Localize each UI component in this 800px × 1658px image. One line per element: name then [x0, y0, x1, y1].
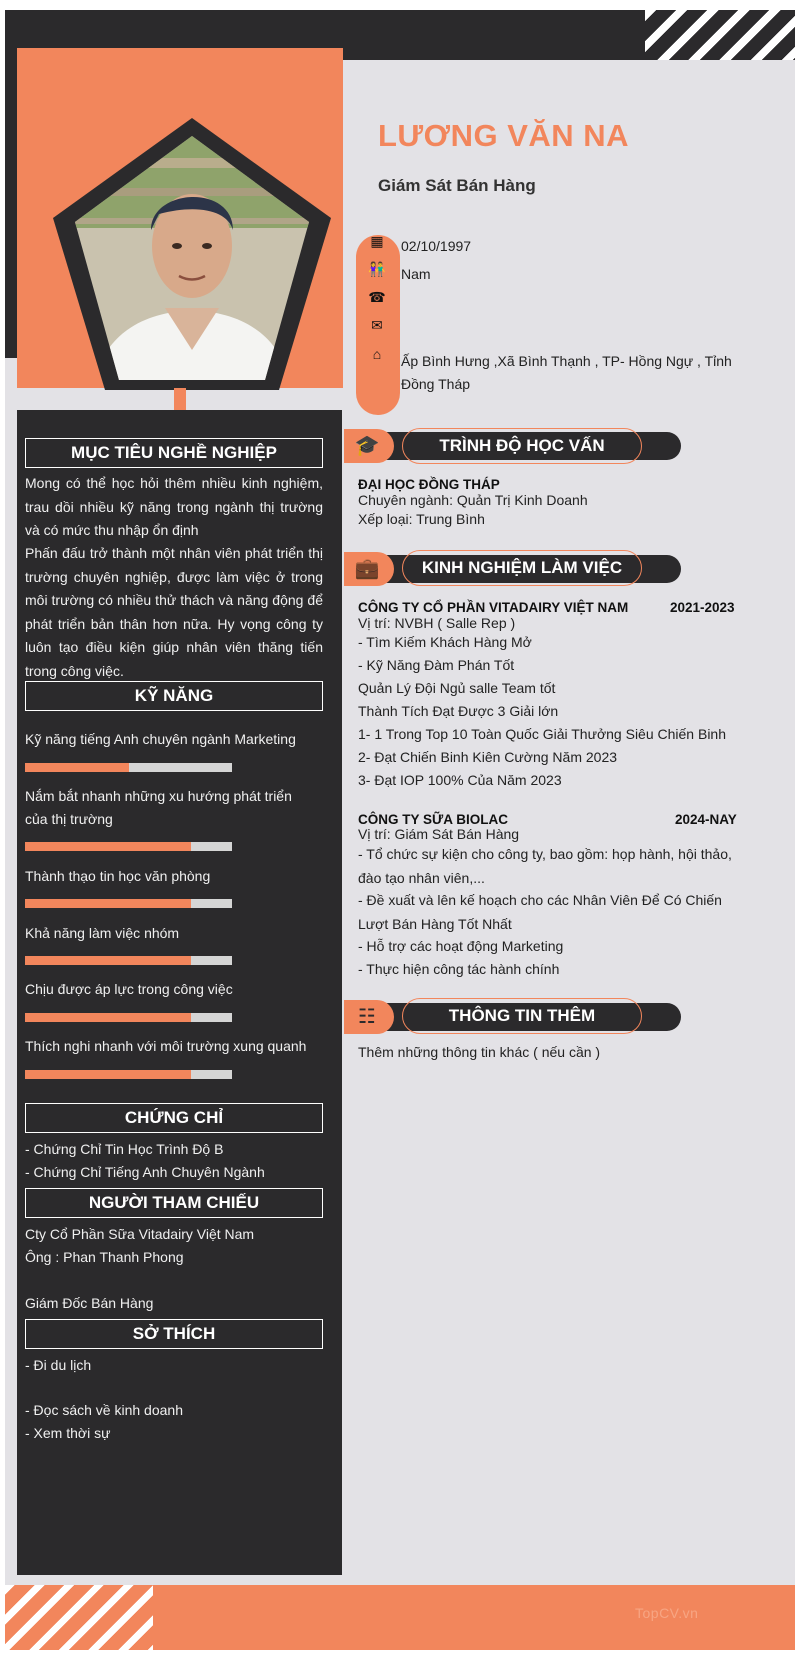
gender-icon: 👫: [368, 261, 386, 277]
address-value: Ấp Bình Hưng ,Xã Bình Thạnh , TP- Hồng Ngự , Tỉnh Đồng Tháp: [401, 353, 732, 392]
objective-heading: MỤC TIÊU NGHỀ NGHIỆP: [25, 438, 323, 468]
job-line: 2- Đạt Chiến Binh Kiên Cường Năm 2023: [358, 749, 618, 765]
bottom-stripes-decoration: [5, 1585, 153, 1650]
skill-bar-fill: [25, 956, 191, 965]
objective-text-1: Mong có thể học hỏi thêm nhiều kinh nghiệm, trau dồi nhiều kỹ năng trong ngành thị trường và có mức thu nhập ổn định: [25, 475, 323, 538]
cv-page: [5, 10, 795, 1650]
job-company: CÔNG TY CỔ PHẦN VITADAIRY VIỆT NAM: [358, 600, 629, 615]
job-period: 2024-NAY: [675, 812, 737, 827]
additional-heading: THÔNG TIN THÊM: [402, 998, 642, 1034]
job-line: 1- 1 Trong Top 10 Toàn Quốc Giải Thưởng Siêu Chiến Binh: [358, 726, 727, 742]
job-line: Thành Tích Đạt Được 3 Giải lớn: [358, 703, 559, 719]
graduation-cap-icon: 🎓: [354, 435, 380, 457]
candidate-job-title: Giám Sát Bán Hàng: [378, 176, 536, 195]
hobby-item: - Đọc sách về kinh doanh: [25, 1402, 183, 1418]
reference-company: Cty Cổ Phần Sữa Vitadairy Việt Nam: [25, 1226, 255, 1242]
briefcase-icon: 💼: [354, 558, 380, 580]
left-accent-strip: [5, 10, 17, 358]
home-icon: ⌂: [372, 346, 382, 362]
job-line: Quản Lý Đội Ngủ salle Team tốt: [358, 680, 556, 696]
job-company: CÔNG TY SỮA BIOLAC: [358, 812, 508, 827]
experience-heading: KINH NGHIỆM LÀM VIỆC: [402, 550, 642, 586]
education-school: ĐẠI HỌC ĐỒNG THÁP: [358, 477, 500, 492]
job-position: Vị trí: Giám Sát Bán Hàng: [358, 826, 520, 842]
job-line: - Tổ chức sự kiện cho công ty, bao gồm: họp hành, hội thảo, đào tạo nhân viên,...: [358, 846, 732, 886]
hobby-item: - Đi du lịch: [25, 1357, 92, 1373]
email-icon: ✉: [371, 317, 383, 333]
skill-label: Nắm bắt nhanh những xu hướng phát triển của thị trường: [25, 788, 292, 827]
phone-icon: ☎: [368, 289, 386, 305]
job-line: - Tìm Kiếm Khách Hàng Mở: [358, 634, 532, 650]
birthday-value: 02/10/1997: [401, 238, 472, 254]
skill-bar-fill: [25, 899, 191, 908]
candidate-name: LƯƠNG VĂN NA: [378, 118, 630, 153]
top-stripes-decoration: [645, 10, 795, 60]
additional-text: Thêm những thông tin khác ( nếu cần ): [358, 1044, 601, 1060]
job-line: - Đề xuất và lên kế hoạch cho các Nhân Viên Để Có Chiến Lượt Bán Hàng Tốt Nhất: [358, 892, 722, 932]
skill-bar: [25, 1070, 232, 1079]
watermark: TopCV.vn: [635, 1605, 699, 1621]
job-line: - Thực hiện công tác hành chính: [358, 961, 560, 977]
calendar-icon: ▦: [370, 233, 384, 249]
job-position: Vị trí: NVBH ( Salle Rep ): [358, 615, 516, 631]
job-line: - Kỹ Năng Đàm Phán Tốt: [358, 657, 515, 673]
certificates-heading: CHỨNG CHỈ: [25, 1103, 323, 1133]
skill-label: Thành thạo tin học văn phòng: [25, 868, 211, 884]
education-major: Chuyên ngành: Quản Trị Kinh Doanh: [358, 492, 588, 508]
hobby-item: - Xem thời sự: [25, 1425, 111, 1441]
presentation-board-icon: ☷: [358, 1006, 376, 1028]
reference-role: Giám Đốc Bán Hàng: [25, 1295, 154, 1311]
references-heading: NGƯỜI THAM CHIẾU: [25, 1188, 323, 1218]
education-grade: Xếp loại: Trung Bình: [358, 511, 485, 527]
job-line: - Hỗ trợ các hoạt động Marketing: [358, 938, 564, 954]
gender-value: Nam: [401, 266, 431, 282]
job-period: 2021-2023: [670, 600, 735, 615]
skill-label: Kỹ năng tiếng Anh chuyên ngành Marketing: [25, 731, 296, 747]
education-heading: TRÌNH ĐỘ HỌC VẤN: [402, 428, 642, 464]
reference-person: Ông : Phan Thanh Phong: [25, 1249, 184, 1265]
profile-photo: [47, 118, 337, 398]
skill-bar: [25, 1013, 232, 1022]
skill-bar: [25, 956, 232, 965]
skill-bar-fill: [25, 1013, 191, 1022]
job-line: 3- Đạt IOP 100% Của Năm 2023: [358, 772, 562, 788]
certificate-item: - Chứng Chỉ Tin Học Trình Độ B: [25, 1141, 224, 1157]
skill-bar-fill: [25, 842, 191, 851]
skill-bar: [25, 763, 232, 772]
photo-frame: [17, 48, 343, 388]
skill-bar-fill: [25, 1070, 191, 1079]
objective-text-2: Phấn đấu trở thành một nhân viên phát triển thị trường chuyên nghiệp, được làm việc ở trong môi trường có nhiều thử thách và năng động để phát triển bản thân hơn nữa. Hy vọng công ty luôn tạo điều kiện giúp nhân viên thăng tiến trong công việc.: [25, 545, 323, 679]
skill-bar-fill: [25, 763, 129, 772]
skill-bar: [25, 842, 232, 851]
skill-label: Khả năng làm việc nhóm: [25, 925, 180, 941]
hobbies-heading: SỞ THÍCH: [25, 1319, 323, 1349]
skills-heading: KỸ NĂNG: [25, 681, 323, 711]
skill-label: Chịu được áp lực trong công việc: [25, 981, 233, 997]
certificate-item: - Chứng Chỉ Tiếng Anh Chuyên Ngành: [25, 1164, 265, 1180]
skill-bar: [25, 899, 232, 908]
skill-label: Thích nghi nhanh với môi trường xung quanh: [25, 1038, 307, 1054]
left-sidebar: [17, 410, 342, 1575]
